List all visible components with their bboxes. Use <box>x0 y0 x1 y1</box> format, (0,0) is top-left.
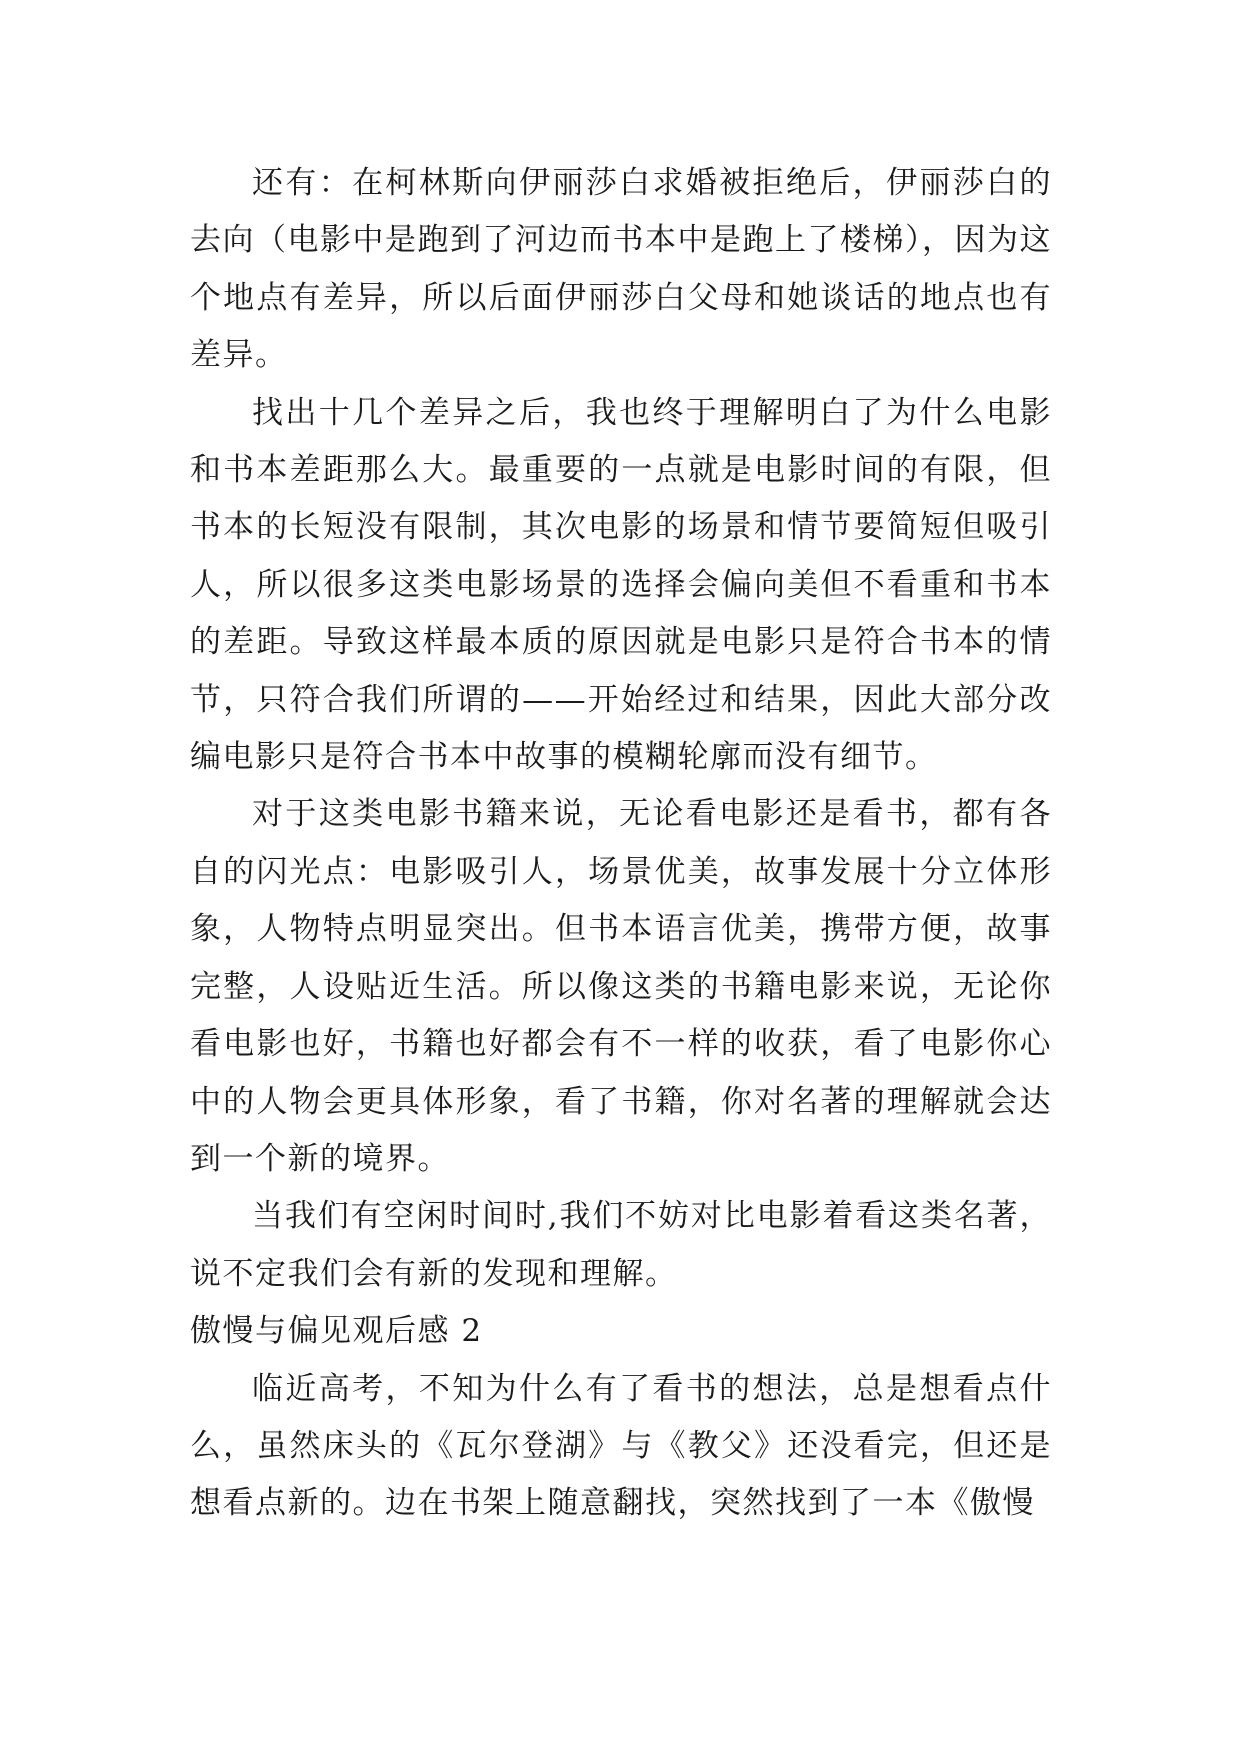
paragraph-gaokao: 临近高考，不知为什么有了看书的想法，总是想看点什么，虽然床头的《瓦尔登湖》与《教父》还没看完，但还是想看点新的。边在书架上随意翻找，突然找到了一本《傲慢 <box>190 1370 1052 1522</box>
paragraph-collins-proposal: 还有：在柯林斯向伊丽莎白求婚被拒绝后，伊丽莎白的去向（电影中是跑到了河边而书本中是跑上了楼梯），因为这个地点有差异，所以后面伊丽莎白父母和她谈话的地点也有差异。 <box>190 165 1052 374</box>
paragraph-differences: 找出十几个差异之后，我也终于理解明白了为什么电影和书本差距那么大。最重要的一点就是电影时间的有限，但书本的长短没有限制，其次电影的场景和情节要简短但吸引人，所以很多这类电影场景的选择会偏向美但不看重和书本的差距。导致这样最本质的原因就是电影只是符合书本的情节，只符合我们所谓的——开始经过和结果，因此大部分改编电影只是符合书本中故事的模糊轮廓而没有细节。 <box>190 394 1052 776</box>
paragraph-highlights: 对于这类电影书籍来说，无论看电影还是看书，都有各自的闪光点：电影吸引人，场景优美，故事发展十分立体形象，人物特点明显突出。但书本语言优美，携带方便，故事完整，人设贴近生活。所以像这类的书籍电影来说，无论你看电影也好，书籍也好都会有不一样的收获，看了电影你心中的人物会更具体形象，看了书籍，你对名著的理解就会达到一个新的境界。 <box>190 796 1052 1177</box>
section-heading: 傲慢与偏见观后感 2 <box>190 1313 483 1350</box>
paragraph-conclusion: 当我们有空闲时间时,我们不妨对比电影着看这类名著，说不定我们会有新的发现和理解。 <box>190 1198 1052 1292</box>
document-body <box>190 155 1052 1533</box>
